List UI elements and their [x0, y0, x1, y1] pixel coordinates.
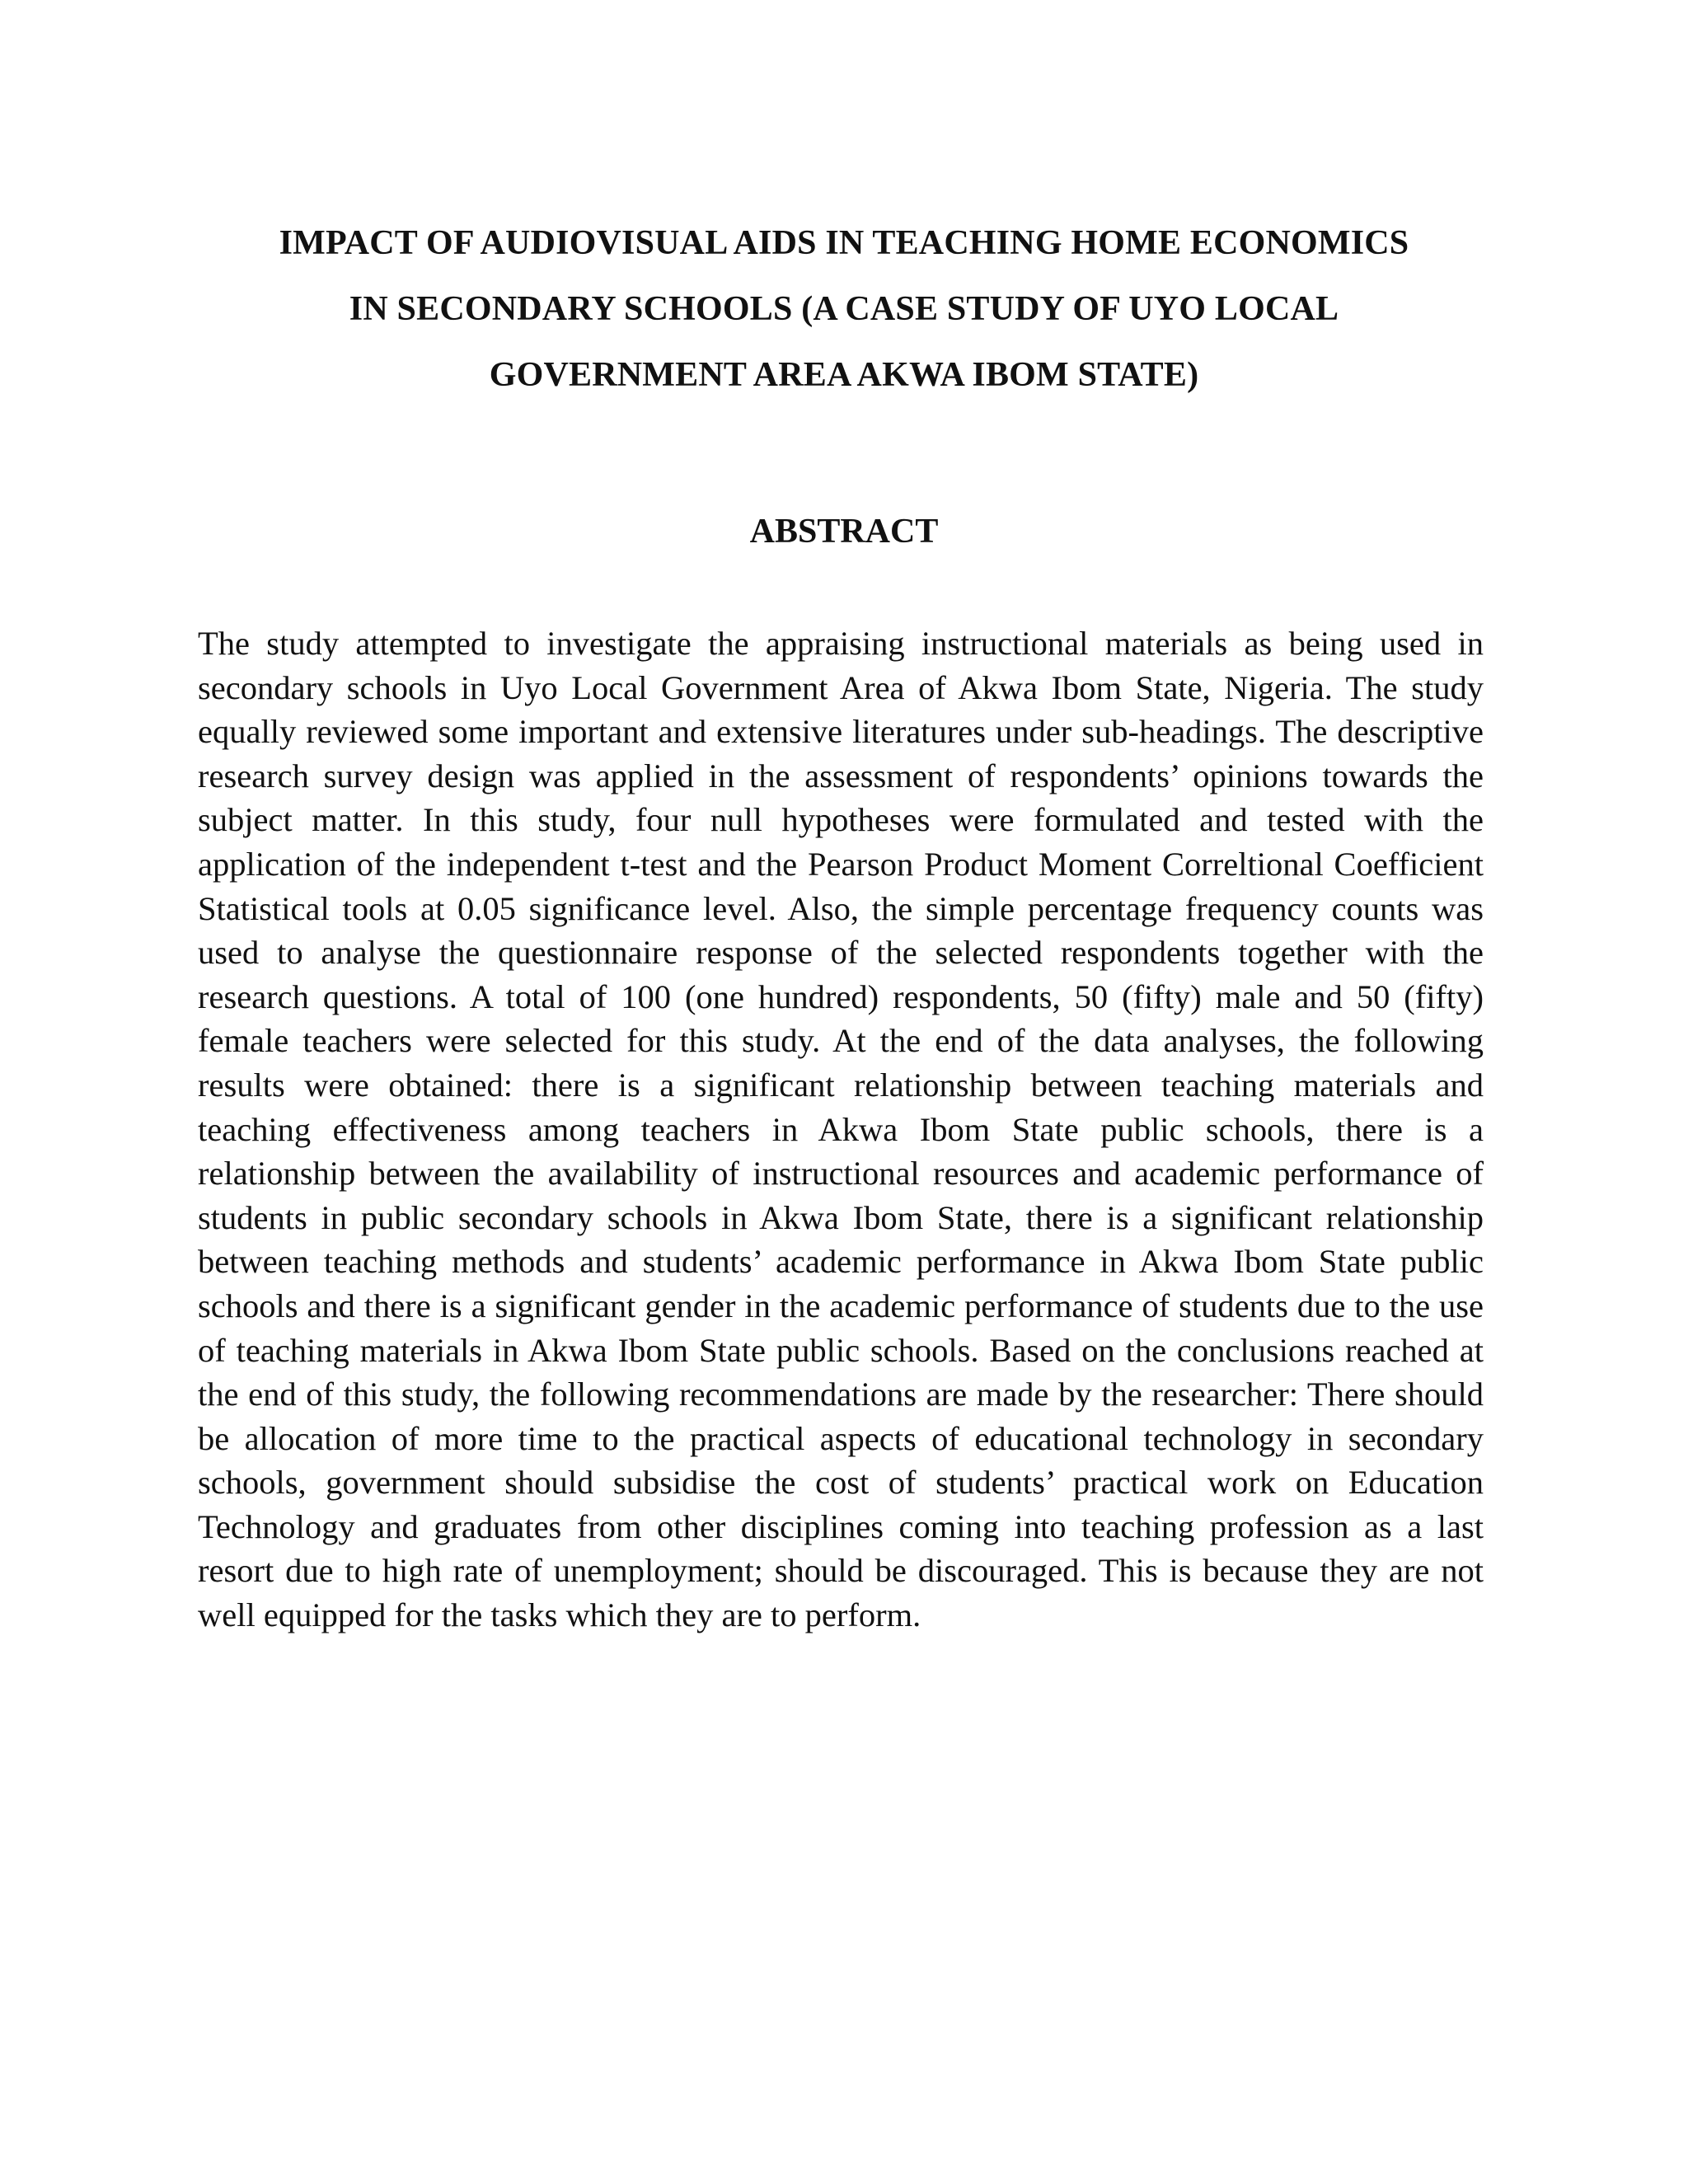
title-line-1: IMPACT OF AUDIOVISUAL AIDS IN TEACHING HOME ECONOMICS — [279, 224, 1409, 262]
title-line-2: IN SECONDARY SCHOOLS (A CASE STUDY OF UYO LOCAL — [349, 290, 1339, 328]
title-line-3: GOVERNMENT AREA AKWA IBOM STATE) — [489, 356, 1199, 394]
abstract-heading: ABSTRACT — [749, 513, 939, 551]
abstract-paragraph: The study attempted to investigate the appraising instructional materials as being used in secondary schools in Uyo Local Government Area of Akwa Ibom State, Nigeria. The study equally reviewed some important and extensive literatures under sub-headings. The descriptive research survey design was applied in the assessment of respondents’ opinions towards the subject matter. In this study, four null hypotheses were formulated and tested with the application of the independent t-test and the Pearson Product Moment Correltional Coefficient Statistical tools at 0.05 significance level. Also, the simple percentage frequency counts was used to analyse the questionnaire response of the selected respondents together with the research questions. A total of 100 (one hundred) respondents, 50 (fifty) male and 50 (fifty) female teachers were selected for this study. At the end of the data analyses, the following results were obtained: there is a significant relationship between teaching materials and teaching effectiveness among teachers in Akwa Ibom State public schools, there is a relationship between the availability of instructional resources and academic performance of students in public secondary schools in Akwa Ibom State, there is a significant relationship between teaching methods and students’ academic performance in Akwa Ibom State public schools and there is a significant gender in the academic performance of students due to the use of teaching materials in Akwa Ibom State public schools. Based on the conclusions reached at the end of this study, the following recommendations are made by the researcher: There should be allocation of more time to the practical aspects of educational technology in secondary schools, government should subsidise the cost of students’ practical work on Education Technology and graduates from other disciplines coming into teaching profession as a last resort due to high rate of unemployment; should be discouraged. This is because they are not well equipped for the tasks which they are to perform. — [198, 625, 1484, 1634]
document-title — [198, 210, 1490, 408]
